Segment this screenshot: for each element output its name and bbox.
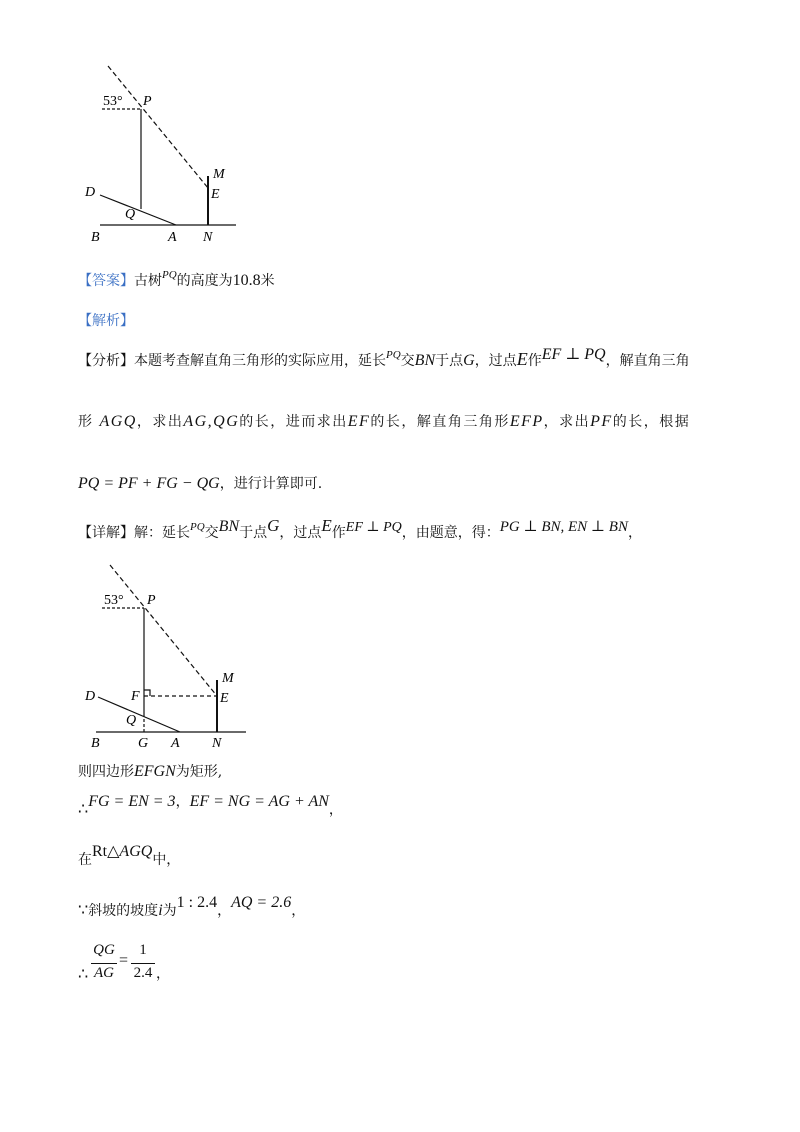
fraction-denominator-ag: AG bbox=[94, 965, 114, 981]
step-text: ， bbox=[217, 903, 232, 919]
figure-2-diagram bbox=[80, 560, 260, 752]
math-fg-en: FG = EN = 3 bbox=[88, 793, 176, 810]
fenxi-text: ，求出 bbox=[136, 414, 184, 430]
label-n: N bbox=[203, 230, 213, 245]
fenxi-text: 于点 bbox=[435, 353, 464, 369]
step-text: 则四边形 bbox=[78, 764, 134, 780]
fenxi-text: 的长，根据 bbox=[612, 414, 691, 430]
math-pq: PQ bbox=[386, 349, 401, 361]
fraction-numerator-1: 1 bbox=[139, 942, 147, 958]
label-angle: 53° bbox=[104, 593, 124, 608]
fenxi-text: 形 bbox=[78, 414, 94, 430]
detail-text: ，过点 bbox=[279, 525, 322, 541]
sight-line bbox=[108, 66, 208, 188]
analysis-tag: 【解析】 bbox=[78, 313, 134, 329]
step-text: 在 bbox=[78, 852, 92, 868]
label-e: E bbox=[220, 691, 229, 706]
fenxi-text: 本题考查解直角三角形的实际应用，延长 bbox=[134, 353, 386, 369]
step-rectangle bbox=[78, 762, 222, 782]
detail-tag: 【详解】 bbox=[78, 525, 134, 541]
detail-text: ，由题意，得： bbox=[401, 525, 500, 541]
math-aq: AQ = 2.6 bbox=[231, 894, 292, 911]
math-pf: PF bbox=[590, 413, 613, 430]
math-g: G bbox=[463, 352, 475, 369]
fenxi-line-1 bbox=[78, 346, 690, 372]
math-efgn: EFGN bbox=[134, 763, 176, 780]
math-ag-qg: AG,QG bbox=[183, 413, 240, 430]
label-a: A bbox=[168, 230, 177, 245]
label-q: Q bbox=[126, 713, 137, 728]
equals-sign: = bbox=[119, 952, 129, 969]
label-angle: 53° bbox=[103, 94, 123, 109]
fraction-numerator-qg: QG bbox=[93, 942, 115, 958]
fraction-bar bbox=[131, 963, 155, 964]
fenxi-text: 作 bbox=[527, 353, 542, 369]
step-text: ， bbox=[328, 802, 343, 818]
step-text: ， bbox=[156, 966, 170, 982]
math-agq: AGQ bbox=[99, 413, 137, 430]
label-n: N bbox=[212, 736, 222, 751]
math-ef-perp-pq: EF ⊥ PQ bbox=[345, 520, 402, 535]
math-ef: EF bbox=[347, 413, 371, 430]
detail-text: 交 bbox=[204, 525, 219, 541]
label-d: D bbox=[85, 689, 96, 704]
label-q: Q bbox=[125, 207, 136, 222]
detail-text: ， bbox=[627, 525, 642, 541]
step-slope bbox=[78, 893, 306, 919]
label-m: M bbox=[213, 167, 225, 182]
answer-pq: PQ bbox=[162, 269, 177, 281]
detail-text: 作 bbox=[331, 525, 346, 541]
math-efp: EFP bbox=[509, 413, 544, 430]
fenxi-text: ，进行计算即可. bbox=[219, 476, 323, 492]
figure-1-diagram bbox=[80, 60, 260, 245]
fenxi-text: 的长，解直角三角形 bbox=[370, 414, 510, 430]
math-pq-equation: PQ = PF + FG − QG bbox=[78, 475, 220, 492]
math-e: E bbox=[516, 349, 528, 369]
math-agq: AGQ bbox=[119, 843, 153, 860]
step-text: 为矩形, bbox=[175, 764, 223, 780]
math-bn: BN bbox=[414, 352, 436, 369]
math-ef-perp-pq: EF ⊥ PQ bbox=[541, 346, 606, 363]
step-text: ， bbox=[175, 794, 190, 810]
answer-text-suffix: 的高度为 bbox=[176, 273, 233, 289]
slope-da bbox=[100, 195, 176, 225]
step-fg-ef bbox=[78, 792, 343, 818]
label-e: E bbox=[211, 187, 220, 202]
fenxi-text: ，解直角三角 bbox=[605, 353, 690, 369]
detail-text: 解：延长 bbox=[134, 525, 190, 541]
step-fraction bbox=[78, 940, 188, 990]
step-text: 斜坡的坡度 bbox=[88, 903, 159, 919]
math-g: G bbox=[267, 516, 280, 535]
fenxi-tag: 【分析】 bbox=[78, 353, 134, 369]
step-text: 为 bbox=[162, 903, 177, 919]
math-ratio: 1 : 2.4 bbox=[176, 894, 218, 911]
right-angle-mark bbox=[144, 690, 150, 696]
fenxi-text: 的长，进而求出 bbox=[239, 414, 348, 430]
fraction-bar bbox=[91, 963, 117, 964]
fenxi-line-2 bbox=[78, 412, 690, 432]
math-pq: PQ bbox=[190, 521, 205, 533]
label-g: G bbox=[138, 736, 149, 751]
fraction-denominator-2-4: 2.4 bbox=[133, 965, 153, 981]
math-i: i bbox=[158, 902, 163, 919]
fenxi-text: 交 bbox=[400, 353, 415, 369]
step-text: 中， bbox=[152, 852, 181, 868]
answer-line bbox=[78, 271, 275, 292]
fenxi-line-3 bbox=[78, 474, 322, 494]
answer-text-prefix: 古树 bbox=[134, 273, 162, 289]
fenxi-text: ，求出 bbox=[543, 414, 591, 430]
math-e: E bbox=[321, 516, 332, 535]
answer-tag: 【答案】 bbox=[78, 273, 134, 289]
math-ef-ng: EF = NG = AG + AN bbox=[189, 793, 329, 810]
step-text: ， bbox=[291, 903, 306, 919]
label-d: D bbox=[85, 185, 96, 200]
label-p: P bbox=[147, 593, 156, 608]
math-rt: Rt△ bbox=[92, 843, 120, 860]
answer-unit: 米 bbox=[260, 273, 275, 289]
detail-line bbox=[78, 516, 642, 544]
label-p: P bbox=[143, 94, 152, 109]
detail-text: 于点 bbox=[239, 525, 268, 541]
step-in-triangle bbox=[78, 842, 181, 868]
fenxi-text: ，过点 bbox=[474, 353, 517, 369]
sight-line bbox=[110, 565, 217, 696]
label-f: F bbox=[131, 689, 140, 704]
label-m: M bbox=[222, 671, 234, 686]
label-b: B bbox=[91, 230, 100, 245]
therefore-symbol: ∴ bbox=[78, 966, 89, 983]
label-b: B bbox=[91, 736, 100, 751]
label-a: A bbox=[171, 736, 180, 751]
therefore-symbol: ∴ bbox=[78, 801, 89, 818]
math-bn: BN bbox=[218, 518, 240, 535]
answer-value: 10.8 bbox=[232, 272, 261, 289]
because-symbol: ∵ bbox=[78, 902, 89, 919]
math-perp: PG ⊥ BN, EN ⊥ BN bbox=[499, 519, 628, 535]
